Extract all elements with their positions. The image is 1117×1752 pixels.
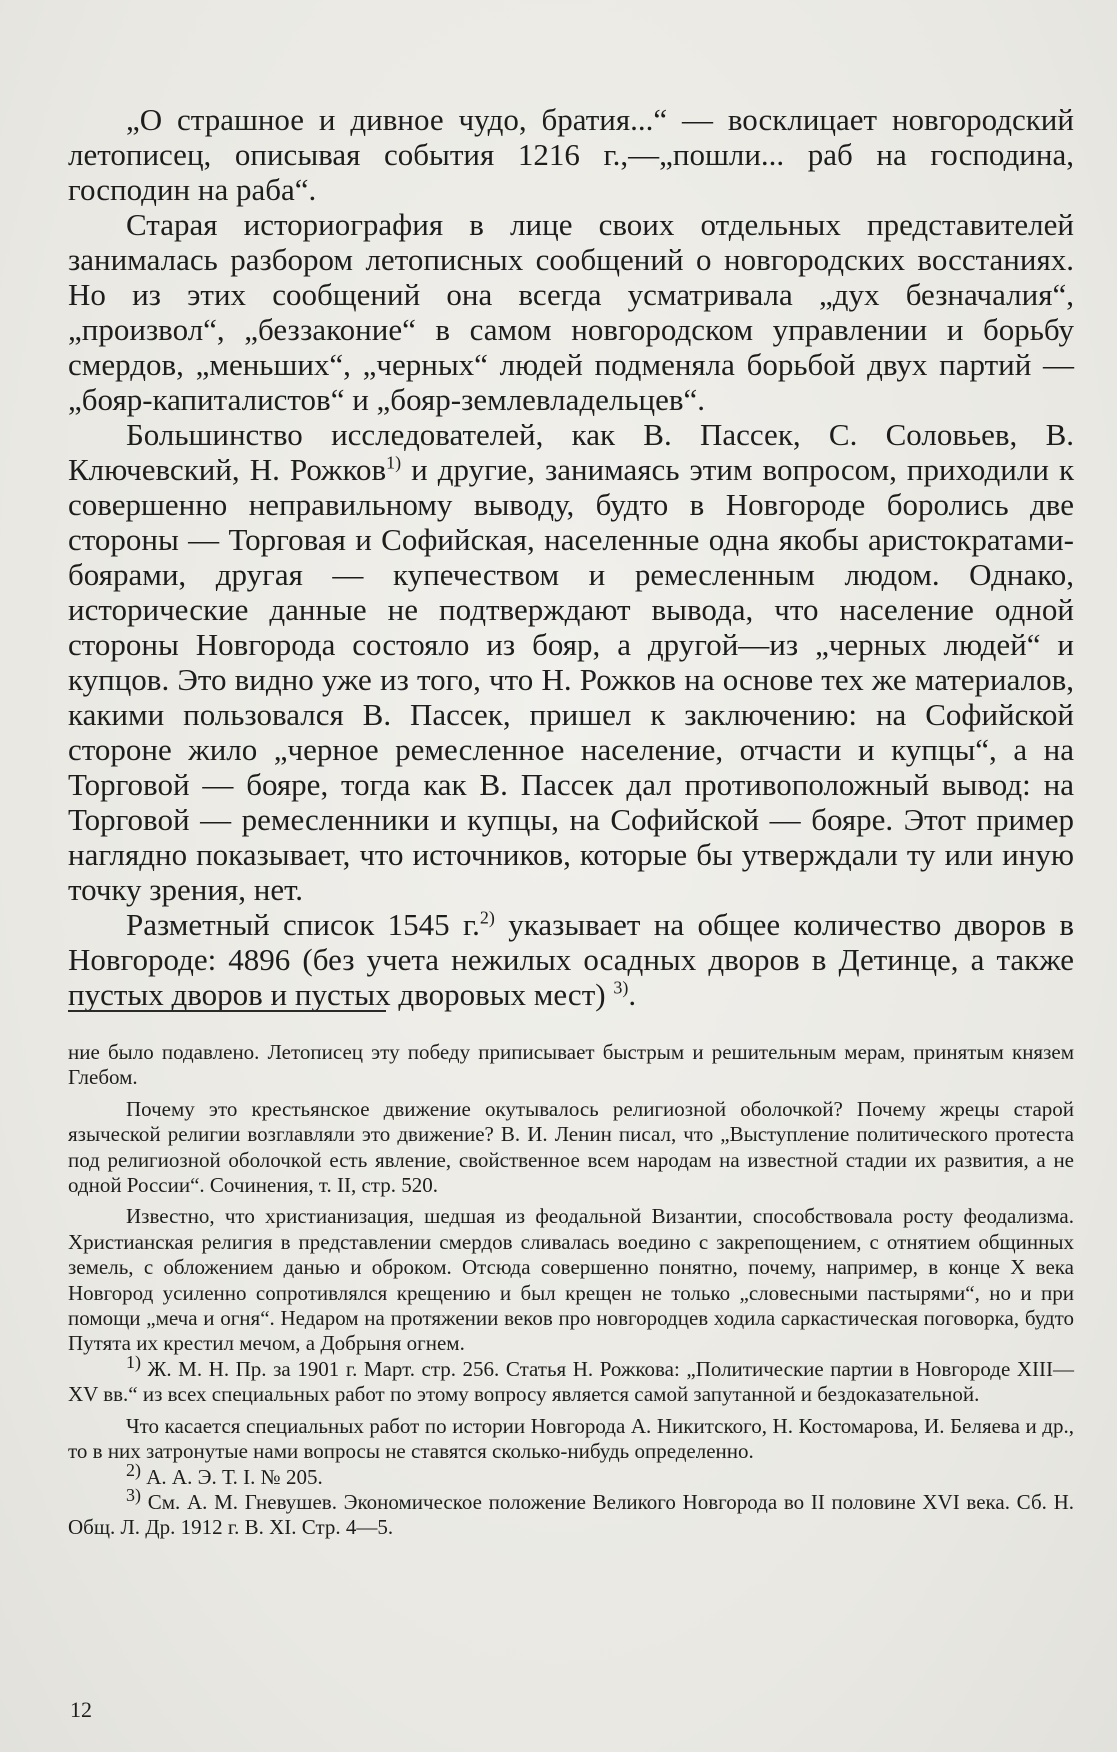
- footnote-ref-1: 1): [386, 452, 402, 473]
- paragraph-4-part-1: Разметный список 1545 г.: [126, 907, 480, 942]
- main-text: [68, 102, 1074, 1012]
- paragraph-4: [68, 907, 1074, 1012]
- footnote-continuation-1: ние было подавлено. Летописец эту победу приписывает быстрым и решительным мерам, принятым князем Глебом.: [68, 1040, 1074, 1090]
- footnote-3-mark: 3): [126, 1484, 141, 1505]
- footnote-2-mark: 2): [126, 1459, 141, 1480]
- paragraph-4-part-2: указывает на общее количество дворов в Новгороде: 4896 (без учета нежилых осадных дворов в Детинце, а также пустых дворов и пустых дворовых мест): [68, 907, 1075, 1012]
- footnote-1-text: Ж. М. Н. Пр. за 1901 г. Март. стр. 256. Статья Н. Рожкова: „Политические партии в Новгороде XIII—XV вв.“ из всех специальных работ по этому вопросу является самой запутанной и бездоказательной.: [68, 1356, 1074, 1407]
- paragraph-1: „О страшное и дивное чудо, братия...“ — восклицает новгородский летописец, описывая события 1216 г.,—„пошли... раб на господина, господин на раба“.: [68, 102, 1074, 207]
- footnote-continuation-3: Известно, что христианизация, шедшая из феодальной Византии, способствовала росту феодализма. Христианская религия в представлении смердов сливалась воедино с закрепощением, с отнятием общинных земель, с обложением данью и оброком. Отсюда совершенно понятно, почему, например, в конце X века Новгород усиленно сопротивлялся крещению и был крещен не только „словесными пастырями“, но и при помощи „меча и огня“. Недаром на протяжении веков про новгородцев ходила саркастическая поговорка, будто Путята их крестил мечом, а Добрыня огнем.: [68, 1204, 1074, 1356]
- paragraph-3-part-2: и другие, занимаясь этим вопросом, приходили к совершенно неправильному выводу, будто в Новгороде боролись две стороны — Торговая и Софийская, населенные одна якобы аристократами-боярами, другая — купечеством и ремесленным людом. Однако, исторические данные не подтверждают вывода, что население одной стороны Новгорода состояло из бояр, а другой—из „черных людей“ и купцов. Это видно уже из того, что Н. Рожков на основе тех же материалов, какими пользовался В. Пассек, пришел к заключению: на Софийской стороне жило „черное ремесленное население, отчасти и купцы“, а на Торговой — бояре, тогда как В. Пассек дал противоположный вывод: на Торговой — ремесленники и купцы, на Софийской — бояре. Этот пример наглядно показывает, что источников, которые бы утверждали ту или иную точку зрения, нет.: [68, 452, 1075, 907]
- footnote-1-mark: 1): [126, 1351, 141, 1372]
- footnotes: [68, 1040, 1074, 1541]
- footnote-continuation-2: Почему это крестьянское движение окутывалось религиозной оболочкой? Почему жрецы старой языческой религии возглавляли это движение? В. И. Ленин писал, что „Выступление политического протеста под религиозной оболочкой есть явление, свойственное всем народам на известной стадии их развития, а не одной России“. Сочинения, т. II, стр. 520.: [68, 1096, 1074, 1198]
- footnote-ref-3: 3): [613, 977, 629, 998]
- footnote-1-continued: Что касается специальных работ по истории Новгорода А. Никитского, Н. Костомарова, И. Беляева и др., то в них затронутые нами вопросы не ставятся сколько-нибудь определенно.: [68, 1413, 1074, 1464]
- paragraph-2: Старая историография в лице своих отдельных представителей занималась разбором летописных сообщений о новгородских восстаниях. Но из этих сообщений она всегда усматривала „дух безначалия“, „произвол“, „беззаконие“ в самом новгородском управлении и борьбу смердов, „меньших“, „черных“ людей подменяла борьбой двух партий — „бояр-капиталистов“ и „бояр-землевладельцев“.: [68, 207, 1074, 417]
- paragraph-3-part-1: Большинство исследователей, как В. Пассек, С. Соловьев, В. Ключевский, Н. Рожков: [68, 417, 1074, 487]
- paragraph-4-end: .: [628, 977, 637, 1012]
- footnote-2-text: А. А. Э. Т. I. № 205.: [141, 1464, 323, 1489]
- footnote-1: [68, 1351, 1074, 1408]
- footnote-ref-2: 2): [479, 907, 495, 928]
- footnote-3-text: См. А. М. Гневушев. Экономическое положение Великого Новгорода во II половине XVI века. Сб. Н. Общ. Л. Др. 1912 г. В. XI. Стр. 4—5.: [68, 1489, 1074, 1540]
- footnote-2: [68, 1459, 1074, 1490]
- footnote-separator: [68, 1010, 386, 1012]
- footnote-3: [68, 1484, 1074, 1541]
- paragraph-3: [68, 417, 1074, 907]
- page-number: 12: [70, 1697, 92, 1722]
